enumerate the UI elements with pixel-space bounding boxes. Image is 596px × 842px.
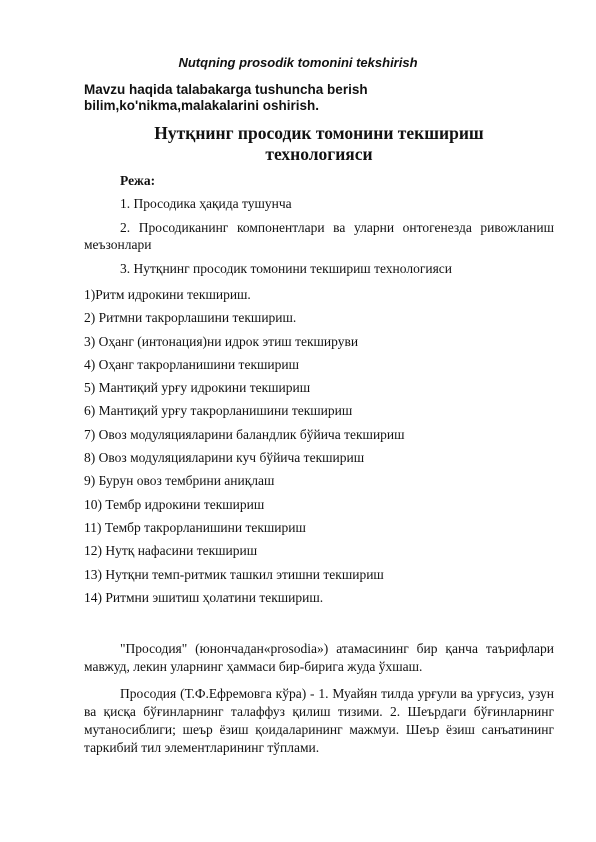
document-title bbox=[84, 123, 554, 165]
title-line: технологияси bbox=[265, 144, 373, 164]
plan-item: 2. Просодиканинг компонентлари ва уларни онтогенезда ривожланиш меъзонлари bbox=[84, 220, 554, 252]
paragraph-prosody-definitions: "Просодия" (юнончадан«prosodia») атамасининг бир қанча таърифлари мавжуд, лекин уларнинг ҳаммаси бир-бирига жуда ўхшаш. bbox=[84, 641, 554, 674]
check-item: 7) Овоз модуляцияларини баландлик бўйича текшириш bbox=[84, 426, 405, 442]
check-item: 4) Оҳанг такрорланишини текшириш bbox=[84, 356, 299, 372]
check-item: 1)Ритм идрокини текшириш. bbox=[84, 287, 251, 302]
check-item: 3) Оҳанг (интонация)ни идрок этиш текшируви bbox=[84, 333, 359, 349]
topic-line: Mavzu haqida talabakarga tushuncha berish bbox=[84, 82, 368, 97]
topic-line: bilim,ko'nikma,malakalarini oshirish. bbox=[84, 98, 320, 113]
plan-item: 3. Нутқнинг просодик томонини текшириш технологияси bbox=[120, 261, 453, 276]
check-item: 6) Мантиқий урғу такрорланишини текшириш bbox=[84, 403, 353, 419]
page-header: Nutqning prosodik tomonini tekshirish bbox=[178, 55, 418, 70]
plan-list bbox=[84, 195, 554, 277]
check-list bbox=[84, 286, 554, 612]
check-item: 14) Ритмни эшитиш ҳолатини текшириш. bbox=[84, 589, 324, 605]
check-item: 8) Овоз модуляцияларини куч бўйича текшириш bbox=[84, 450, 365, 466]
check-item: 9) Бурун овоз тембрини аниқлаш bbox=[84, 473, 275, 489]
check-item: 12) Нутқ нафасини текшириш bbox=[84, 543, 258, 559]
check-item: 13) Нутқни темп-ритмик ташкил этишни текшириш bbox=[84, 566, 384, 582]
check-item: 2) Ритмни такрорлашини текшириш. bbox=[84, 310, 297, 326]
check-item: 5) Мантиқий урғу идрокини текшириш bbox=[84, 380, 311, 396]
plan-item: 1. Просодика ҳақида тушунча bbox=[120, 196, 292, 211]
check-item: 10) Тембр идрокини текшириш bbox=[84, 496, 265, 512]
check-item: 11) Тембр такрорланишини текшириш bbox=[84, 519, 306, 535]
topic-statement bbox=[84, 82, 504, 114]
paragraph-prosody-efremova: Просодия (Т.Ф.Ефремовга кўра) - 1. Муайян тилда урғули ва урғусиз, узун ва қисқа бўғинларнинг талаффуз қилиш тизими. 2. Шеърдаги бўғинларнинг мутаносиблиги; шеър ёзиш қоидаларининг мажмуи. Шеър ёзиш санъатининг таркибий тил элементларининг тўплами. bbox=[84, 686, 554, 755]
plan-label: Режа: bbox=[120, 173, 156, 188]
title-line: Нутқнинг просодик томонини текшириш bbox=[154, 123, 484, 143]
